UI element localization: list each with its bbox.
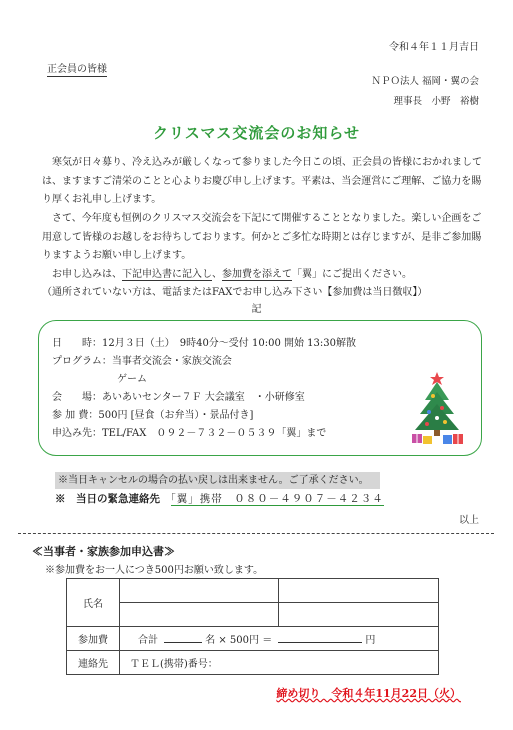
form-title: ≪当事者・家族参加申込書≫ (32, 545, 175, 558)
people-count-field[interactable] (164, 632, 202, 643)
program-value-2: ゲーム (117, 374, 147, 385)
application-text-a: お申し込みは、 (42, 268, 122, 280)
fee-row-label: 参加費 (67, 627, 120, 651)
name-label: 氏名 (67, 579, 120, 627)
name-field-4[interactable] (279, 603, 439, 627)
addressee: 正会員の皆様 (47, 60, 107, 77)
fee-calc (120, 627, 439, 651)
name-field-3[interactable] (120, 603, 279, 627)
emergency-contact (55, 491, 384, 506)
ki-heading: 記 (251, 304, 262, 315)
emergency-number: 「翼」携帯 ０８０－４９０７－４２３４ (170, 493, 384, 505)
application-form-table (66, 578, 439, 675)
application-text-c: 「翼」にご提出ください。 (292, 268, 412, 280)
fee-value: 500円 [昼食（お弁当）・景品付き] (98, 410, 254, 421)
name-field-1[interactable] (120, 579, 279, 603)
fee-unit-text: 名 × 500円 ＝ (205, 635, 273, 646)
apply-label: 申込み先： (52, 428, 102, 439)
form-note: ※参加費をお一人につき500円お願い致します。 (45, 565, 264, 576)
date-value: 12月３日（土） 9時40分～受付 10:00 開始 13:30解散 (102, 338, 356, 349)
fee-total-label: 合計 (138, 635, 158, 646)
detail-date (52, 334, 356, 349)
detail-program (52, 352, 232, 367)
cancel-notice: ※当日キャンセルの場合の払い戻しは出来ません。ご了承ください。 (55, 472, 380, 489)
issue-date: 令和４年１１月吉日 (389, 42, 479, 53)
invitation-paragraph (42, 210, 487, 303)
fax-note: （通所されていない方は、電話またはFAXでお申し込み下さい【参加費は当日徴収】） (42, 287, 428, 298)
page-title: クリスマス交流会のお知らせ (153, 124, 360, 142)
contact-field[interactable] (120, 651, 439, 675)
date-label: 日 時： (52, 338, 102, 349)
application-underline-1: 下記申込書に記入し (122, 268, 212, 280)
organization-name: ＮＰＯ法人 福岡・翼の会 (371, 76, 479, 87)
cut-line-divider (18, 533, 494, 534)
fee-yen: 円 (365, 635, 376, 646)
greeting-paragraph: 寒気が日々募り、冷え込みが厳しくなって参りました今日この頃、正会員の皆様におかれましては、ますますご清栄のことと心よりお慶び申し上げます。平素は、当会運営にご理解、ご協力を賜り厚くお礼申し上げます。 (42, 157, 482, 205)
name-field-2[interactable] (279, 579, 439, 603)
emergency-label: ※ 当日の緊急連絡先 (55, 493, 160, 505)
fee-label: 参 加 費： (52, 410, 99, 421)
application-text-b: 、 (212, 268, 222, 280)
venue-label: 会 場： (52, 392, 102, 403)
application-underline-2: 参加費を添えて (222, 268, 292, 280)
program-value: 当事者交流会・家族交流会 (111, 356, 232, 367)
detail-venue (52, 388, 305, 403)
apply-value: TEL/FAX ０９２－７３２－０５３９「翼」まで (102, 428, 327, 439)
detail-apply (52, 424, 326, 439)
christmas-tree-icon (407, 368, 467, 450)
invitation-text: さて、今年度も恒例のクリスマス交流会を下記にて開催することとなりました。楽しい企画をご用意して皆様のお越しをお待ちしております。何かとご多忙な時期とは存じますが、是非ご参加賜りますようお願い申し上げます。 (42, 213, 482, 261)
total-amount-field[interactable] (278, 632, 362, 643)
detail-fee (52, 406, 253, 421)
deadline-notice: 締め切り 令和４年11月22日（火） (276, 687, 461, 700)
contact-prefix: ＴＥＬ(携帯)番号： (130, 659, 218, 670)
program-label: プログラム： (52, 356, 112, 367)
venue-value: あいあいセンター７Ｆ 大会議室 ・小研修室 (102, 392, 305, 403)
contact-label: 連絡先 (67, 651, 120, 675)
closing-ijo: 以上 (459, 515, 479, 526)
representative-name: 理事長 小野 裕樹 (393, 96, 479, 107)
